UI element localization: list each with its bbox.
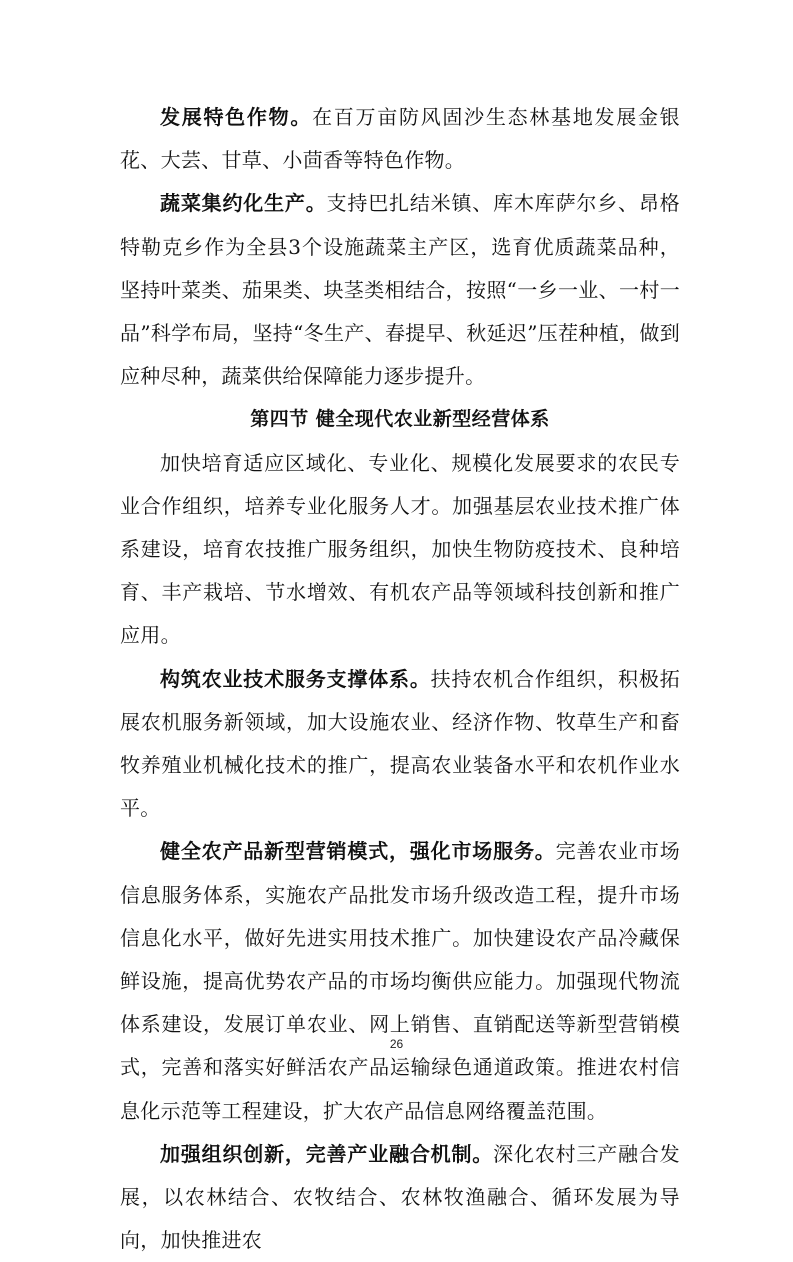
paragraph-lead: 构筑农业技术服务支撑体系。 (160, 666, 431, 691)
paragraph-lead: 加强组织创新，完善产业融合机制。 (160, 1141, 494, 1166)
section-heading: 第四节 健全现代农业新型经营体系 (250, 408, 550, 431)
paragraph-technical-services (120, 658, 680, 831)
paragraph-text: 完善农业市场信息服务体系，实施农产品批发市场升级改造工程，提升市场信息化水平，做好先进实用技术推广。加快建设农产品冷藏保鲜设施，提高优势农产品的市场均衡供应能力。加强现代物流体系建设，发展订单农业、网上销售、直销配送等新型营销模式，完善和落实好鲜活农产品运输绿色通道政策。推进农村信息化示范等工程建设，扩大农产品信息网络覆盖范围。 (120, 839, 680, 1123)
paragraph-vegetable-production (120, 182, 680, 398)
page-body (120, 96, 680, 1262)
paragraph-text: 扶持农机合作组织，积极拓展农机服务新领域，加大设施农业、经济作物、牧草生产和畜牧养殖业机械化技术的推广，提高农业装备水平和农机作业水平。 (120, 666, 680, 821)
page-number: 26 (389, 1037, 404, 1051)
paragraph-cooperative-organizations (120, 442, 680, 658)
paragraph-lead: 发展特色作物。 (160, 105, 313, 129)
paragraph-text: 深化农村三产融合发展，以农林结合、农牧结合、农林牧渔融合、循环发展为导向，加快推进农 (120, 1141, 680, 1253)
paragraph-marketing-models (120, 830, 680, 1132)
paragraph-text: 加快培育适应区域化、专业化、规模化发展要求的农民专业合作组织，培养专业化服务人才。加强基层农业技术推广体系建设，培育农技推广服务组织，加快生物防疫技术、良种培育、丰产栽培、节水增效、有机农产品等领域科技创新和推广应用。 (120, 450, 680, 648)
paragraph-text: 支持巴扎结米镇、库木库萨尔乡、昂格特勒克乡作为全县3个设施蔬菜主产区，选育优质蔬菜品种，坚持叶菜类、茄果类、块茎类相结合，按照“一乡一业、一村一品”科学布局，坚持“冬生产、春提早、秋延迟”压茬种植，做到应种尽种，蔬菜供给保障能力逐步提升。 (120, 191, 680, 389)
paragraph-lead: 健全农产品新型营销模式，强化市场服务。 (160, 839, 556, 864)
paragraph-specialty-crops (120, 96, 680, 182)
paragraph-lead: 蔬菜集约化生产。 (160, 191, 327, 216)
paragraph-organizational-innovation (120, 1133, 680, 1262)
paragraph-text: 在百万亩防风固沙生态林基地发展金银花、大芸、甘草、小茴香等特色作物。 (120, 105, 680, 173)
